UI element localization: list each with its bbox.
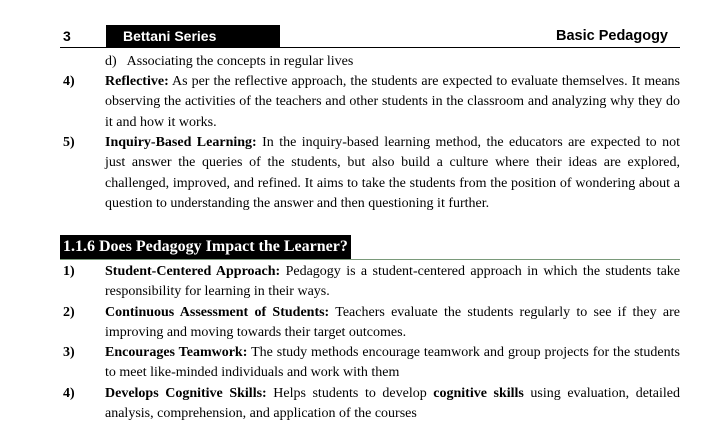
list-item-term: Continuous Assessment of Students:: [105, 305, 330, 320]
list-item-number: 2): [63, 305, 75, 320]
list-item-text: The study methods encourage teamwork and group projects for the students to meet like-minded individuals and work with them: [105, 345, 680, 381]
page-header: [60, 25, 680, 48]
list-item-text: As per the reflective approach, the students are expected to evaluate themselves. It means observing the activities of the teachers and other students in the classroom and analyzing why they do it and how it works.: [105, 74, 680, 130]
list-item-body: [105, 384, 680, 425]
list-item-continuous-assessment: [60, 303, 680, 344]
list-item-number: 4): [63, 74, 75, 89]
list-item-body: [105, 303, 680, 344]
series-label: Bettani Series: [106, 25, 280, 47]
list-item-inquiry-based-learning: [60, 133, 680, 214]
list-item-term: Student-Centered Approach:: [105, 264, 281, 279]
list-item-number: 4): [63, 386, 75, 401]
list-item-term: Inquiry-Based Learning:: [105, 135, 257, 150]
section-title: 1.1.6 Does Pedagogy Impact the Learner?: [60, 235, 351, 259]
list-item-body: [105, 133, 680, 214]
list-item-text: In the inquiry-based learning method, the educators are expected to not just answer the queries of the students, but also build a culture where their ideas are explored, challenged, improved, and refined. It aims to take the students from the position of wondering about a question to understanding the answer and then questioning it further.: [105, 135, 681, 211]
list-item-number: 1): [63, 264, 75, 279]
list-item-cognitive-skills: [60, 384, 680, 425]
sub-item-marker: d): [105, 54, 117, 69]
list-item-number: 5): [63, 135, 75, 150]
list-item-teamwork: [60, 343, 680, 384]
list-item-term: Develops Cognitive Skills:: [105, 386, 267, 401]
sub-list-item: [105, 52, 353, 72]
list-item-number: 3): [63, 345, 75, 360]
book-title: Basic Pedagogy: [555, 28, 668, 44]
page-number: 3: [63, 28, 71, 44]
list-item-term: Reflective:: [105, 74, 169, 89]
sub-item-text: Associating the concepts in regular lives: [126, 54, 354, 69]
list-item-term: Encourages Teamwork:: [105, 345, 248, 360]
list-item-emphasis: cognitive skills: [433, 386, 524, 401]
list-item-reflective: [60, 72, 680, 133]
list-item-text: using evaluation, detailed analysis, comprehension, and application of the courses: [105, 386, 681, 422]
list-item-text: Pedagogy is a student-centered approach in which the students take responsibility for learning in their ways.: [105, 264, 681, 300]
list-item-body: [105, 262, 680, 303]
list-item-student-centered: [60, 262, 680, 303]
section-divider: [60, 259, 680, 260]
list-item-text: Helps students to develop: [266, 386, 434, 401]
list-item-text: Teachers evaluate the students regularly to see if they are improving and moving towards their target outcomes.: [105, 305, 680, 341]
list-item-body: [105, 343, 680, 384]
section-heading: [60, 235, 680, 259]
list-item-body: [105, 72, 680, 133]
